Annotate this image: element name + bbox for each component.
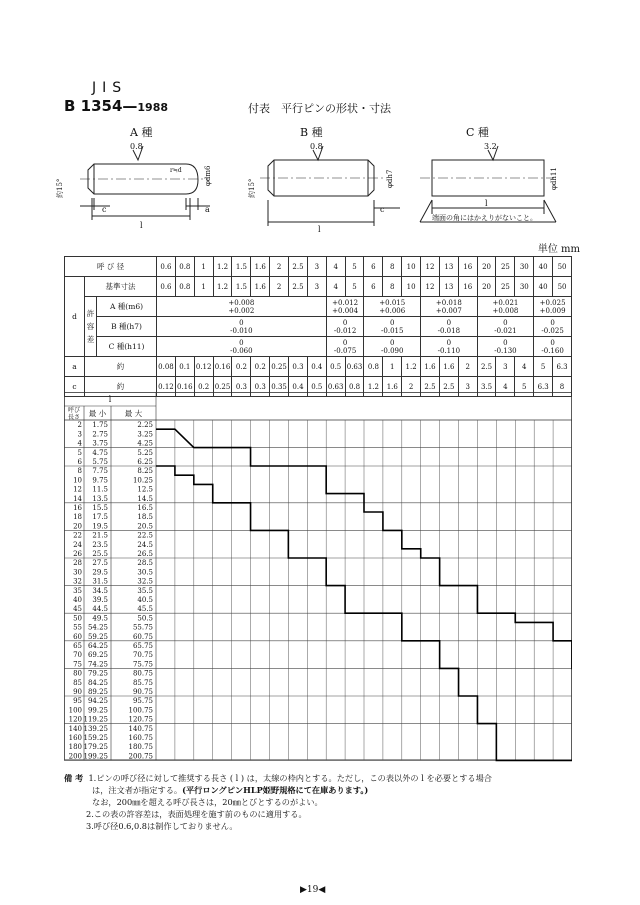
c-cell: 0.35 xyxy=(270,377,289,397)
length-nominal: 180 xyxy=(68,743,82,752)
nominal-cell: 1 xyxy=(194,257,213,277)
note-3: 3.呼び径0.6,0.8は制作しておりません。 xyxy=(86,821,238,831)
tol-cell: +0.012 +0.004 xyxy=(326,297,364,317)
length-max: 65.75 xyxy=(132,642,153,650)
length-max: 30.5 xyxy=(137,568,153,577)
note-1b-bold: (平行ロングピンHLP姫野規格にて在庫あります。) xyxy=(182,785,369,795)
base-cell: 16 xyxy=(458,277,477,297)
length-max: 5.25 xyxy=(137,448,153,457)
length-min: 49.5 xyxy=(92,614,108,623)
base-cell: 10 xyxy=(402,277,421,297)
note-1c: なお，200㎜を超える呼び長さは，20㎜とびとするのがよい。 xyxy=(92,797,323,807)
length-nominal: 3 xyxy=(77,430,82,439)
length-min: 11.5 xyxy=(92,485,108,494)
length-max: 85.75 xyxy=(132,678,153,687)
length-max: 90.75 xyxy=(132,688,153,696)
length-min: 199.25 xyxy=(83,752,108,761)
nominal-cell: 6 xyxy=(364,257,383,277)
tol-cell: 0 -0.060 xyxy=(157,337,327,357)
spec-row-tolB xyxy=(65,317,572,337)
length-nominal: 75 xyxy=(73,660,82,669)
length-nominal: 10 xyxy=(73,476,82,485)
a-chamfer-text: r≒d xyxy=(170,167,182,174)
length-nominal: 5 xyxy=(77,448,82,457)
length-min: 39.5 xyxy=(92,596,108,604)
length-min: 23.5 xyxy=(92,540,108,549)
a-cell: 6.3 xyxy=(553,357,572,377)
a-cell: 1 xyxy=(383,357,402,377)
length-max: 32.5 xyxy=(137,577,153,586)
length-nominal: 90 xyxy=(73,688,82,696)
a-cell: 0.1 xyxy=(175,357,194,377)
length-min: 74.25 xyxy=(87,660,108,669)
nominal-cell: 0.6 xyxy=(157,257,176,277)
length-min: 119.25 xyxy=(83,715,108,724)
nominal-cell: 4 xyxy=(326,257,345,277)
base-cell: 0.6 xyxy=(157,277,176,297)
a-label: a xyxy=(65,357,85,377)
base-cell: 1.2 xyxy=(213,277,232,297)
tol-char: 容 xyxy=(86,322,95,331)
page-number: ▶19◀ xyxy=(300,885,326,895)
length-max: 6.25 xyxy=(137,458,153,466)
length-nominal: 85 xyxy=(73,678,82,687)
length-nominal: 18 xyxy=(73,513,82,522)
length-min: 179.25 xyxy=(83,743,108,752)
c-cell: 0.3 xyxy=(232,377,251,397)
nominal-label: 呼 び 径 xyxy=(65,257,157,277)
length-min: 25.5 xyxy=(92,550,108,558)
jis-label: JIS xyxy=(92,80,128,96)
max-header: 最 大 xyxy=(124,409,143,418)
length-max: 8.25 xyxy=(137,467,153,476)
a-dim-l: l xyxy=(140,221,143,230)
length-nominal: 140 xyxy=(68,724,82,733)
notes xyxy=(64,772,492,832)
nominal-cell: 1.2 xyxy=(213,257,232,277)
a-cell: 0.12 xyxy=(194,357,213,377)
a-cell: 0.2 xyxy=(251,357,270,377)
a-cell: 1.6 xyxy=(439,357,458,377)
length-min: 13.5 xyxy=(92,494,108,503)
length-nominal: 30 xyxy=(73,568,82,577)
note-1a: 1.ピンの呼び径に対して推奨する長さ ( l ) は，太線の枠内とする。ただし，この表以外の l を必要とする場合 xyxy=(88,773,492,783)
tol-cell: 0 -0.075 xyxy=(326,337,364,357)
c-cell: 2 xyxy=(402,377,421,397)
c-cell: 0.8 xyxy=(345,377,364,397)
base-cell: 25 xyxy=(496,277,515,297)
std-number: B 1354 xyxy=(64,97,123,115)
length-min: 4.75 xyxy=(92,448,108,457)
tol-cell: 0 -0.160 xyxy=(534,337,572,357)
length-max: 70.75 xyxy=(132,651,153,660)
c-label: c xyxy=(65,377,85,397)
length-max: 140.75 xyxy=(128,724,153,733)
length-nominal: 32 xyxy=(73,577,82,586)
c-cell: 8 xyxy=(553,377,572,397)
length-min: 2.75 xyxy=(92,430,108,439)
spec-row-tolC xyxy=(65,337,572,357)
spec-row-a xyxy=(65,357,572,377)
c-cell: 0.63 xyxy=(326,377,345,397)
base-cell: 2.5 xyxy=(289,277,308,297)
nominal-cell: 12 xyxy=(421,257,440,277)
b-dim-l: l xyxy=(318,225,321,234)
length-max: 35.5 xyxy=(137,586,153,595)
nominal-cell: 1.5 xyxy=(232,257,251,277)
tol-cell: 0 -0.130 xyxy=(477,337,534,357)
length-min: 99.25 xyxy=(87,706,108,715)
length-min: 21.5 xyxy=(92,531,108,540)
tol-cell: +0.021 +0.008 xyxy=(477,297,534,317)
length-min: 69.25 xyxy=(87,651,108,660)
length-nominal: 160 xyxy=(68,734,82,742)
pin-drawings xyxy=(40,138,600,238)
c-cell: 2.5 xyxy=(439,377,458,397)
c-cell: 0.4 xyxy=(289,377,308,397)
nominal-cell: 25 xyxy=(496,257,515,277)
nominal-cell: 10 xyxy=(402,257,421,277)
tol-cell: +0.025 +0.009 xyxy=(534,297,572,317)
length-max: 14.5 xyxy=(137,494,153,503)
length-min: 34.5 xyxy=(92,586,108,595)
length-min: 9.75 xyxy=(92,476,108,485)
length-min: 27.5 xyxy=(92,559,108,568)
length-nominal: 16 xyxy=(73,504,82,512)
length-nominal: 4 xyxy=(77,439,82,448)
c-cell: 5 xyxy=(515,377,534,397)
tol-cell: 0 -0.015 xyxy=(364,317,421,337)
length-nominal: 95 xyxy=(73,697,82,706)
length-min: 3.75 xyxy=(92,439,108,448)
base-cell: 5 xyxy=(345,277,364,297)
length-max: 40.5 xyxy=(137,596,153,604)
length-max: 160.75 xyxy=(128,734,153,742)
base-cell: 2 xyxy=(270,277,289,297)
nominal-cell: 20 xyxy=(477,257,496,277)
notes-label: 備 考 xyxy=(64,773,84,783)
length-min: 54.25 xyxy=(87,623,108,632)
length-nominal: 12 xyxy=(73,485,82,494)
length-min: 64.25 xyxy=(87,642,108,650)
a-cell: 0.3 xyxy=(289,357,308,377)
length-nominal: 26 xyxy=(73,550,82,558)
length-max: 3.25 xyxy=(137,430,153,439)
length-min: 59.25 xyxy=(87,632,108,641)
c-cell: 0.12 xyxy=(157,377,176,397)
length-nominal: 22 xyxy=(73,531,82,540)
length-nominal: 35 xyxy=(73,586,82,595)
base-cell: 30 xyxy=(515,277,534,297)
tol-label xyxy=(85,297,97,357)
length-max: 4.25 xyxy=(137,439,153,448)
nominal-cell: 2 xyxy=(270,257,289,277)
length-nominal: 45 xyxy=(73,605,82,614)
length-max: 24.5 xyxy=(137,540,153,549)
c-dim-l: l xyxy=(485,199,488,208)
length-nominal: 40 xyxy=(73,596,82,604)
a-cell: 0.08 xyxy=(157,357,176,377)
c-cell: 3 xyxy=(458,377,477,397)
base-cell: 12 xyxy=(421,277,440,297)
l-header: l xyxy=(108,395,112,404)
nominal-cell: 3 xyxy=(307,257,326,277)
length-max: 80.75 xyxy=(132,669,153,678)
spec-row-base xyxy=(65,277,572,297)
base-label: 基準寸法 xyxy=(85,277,157,297)
length-min: 159.25 xyxy=(83,734,108,742)
length-max: 95.75 xyxy=(132,697,153,706)
approx-label: 約 xyxy=(85,377,157,397)
length-nominal: 200 xyxy=(68,752,82,761)
length-max: 28.5 xyxy=(137,559,153,568)
nominal-cell: 8 xyxy=(383,257,402,277)
length-nominal: 50 xyxy=(73,614,82,623)
a-angle-text: 約15° xyxy=(56,178,64,198)
c-tol-text: φdh11 xyxy=(550,167,558,190)
c-cell: 2.5 xyxy=(421,377,440,397)
b-rough-text: 0.8 xyxy=(310,142,323,151)
base-cell: 50 xyxy=(553,277,572,297)
nominal-cell: 13 xyxy=(439,257,458,277)
c-cell: 6.3 xyxy=(534,377,553,397)
note-2: 2.この表の許容差は，表面処理を施す前のものに適用する。 xyxy=(86,809,307,819)
base-cell: 20 xyxy=(477,277,496,297)
min-header: 最 小 xyxy=(88,409,107,418)
length-max: 20.5 xyxy=(137,522,153,531)
c-cell: 0.25 xyxy=(213,377,232,397)
standard-number: B 1354—1988 xyxy=(64,97,169,115)
length-min: 29.5 xyxy=(92,568,108,577)
tol-cell: +0.015 +0.006 xyxy=(364,297,421,317)
base-cell: 0.8 xyxy=(175,277,194,297)
b-angle-text: 約15° xyxy=(248,178,256,198)
length-max: 45.5 xyxy=(137,605,153,614)
tol-char: 許 xyxy=(86,309,95,318)
base-cell: 1.6 xyxy=(251,277,270,297)
b-dim-c: c xyxy=(380,205,385,214)
c-cell: 3.5 xyxy=(477,377,496,397)
base-cell: 13 xyxy=(439,277,458,297)
type-c-label: C 種 xyxy=(466,126,489,139)
spec-row-tolA xyxy=(65,297,572,317)
std-year: 1988 xyxy=(137,101,169,114)
nominal-header: 呼び xyxy=(67,407,81,414)
length-min: 15.5 xyxy=(92,504,108,512)
a-cell: 4 xyxy=(515,357,534,377)
a-dim-c: c xyxy=(102,205,107,214)
c-cell: 0.16 xyxy=(175,377,194,397)
c-cell: 1.2 xyxy=(364,377,383,397)
nominal-cell: 0.8 xyxy=(175,257,194,277)
a-cell: 0.5 xyxy=(326,357,345,377)
approx-label: 約 xyxy=(85,357,157,377)
length-max: 26.5 xyxy=(137,550,153,558)
length-max: 16.5 xyxy=(137,504,153,512)
a-cell: 5 xyxy=(534,357,553,377)
row-label-c: C 種(h11) xyxy=(97,337,157,357)
length-min: 44.5 xyxy=(92,605,108,614)
tol-cell: 0 -0.090 xyxy=(364,337,421,357)
length-nominal: 70 xyxy=(73,651,82,660)
type-b-label: B 種 xyxy=(300,126,323,139)
d-label: d xyxy=(65,277,85,357)
base-cell: 1 xyxy=(194,277,213,297)
a-cell: 1.6 xyxy=(421,357,440,377)
tol-cell: +0.008 +0.002 xyxy=(157,297,327,317)
spec-row-nominal xyxy=(65,257,572,277)
tol-cell: 0 -0.025 xyxy=(534,317,572,337)
tol-char: 差 xyxy=(86,335,95,344)
base-cell: 8 xyxy=(383,277,402,297)
length-max: 75.75 xyxy=(132,660,153,669)
page-title: 付表 平行ピンの形状・寸法 xyxy=(248,102,391,115)
a-cell: 0.25 xyxy=(270,357,289,377)
length-max: 60.75 xyxy=(132,632,153,641)
c-cell: 4 xyxy=(496,377,515,397)
length-nominal: 8 xyxy=(77,467,82,476)
a-rough-text: 0.8 xyxy=(130,142,143,151)
length-min: 1.75 xyxy=(92,421,108,430)
length-nominal: 14 xyxy=(73,494,82,503)
base-cell: 40 xyxy=(534,277,553,297)
length-min: 84.25 xyxy=(87,678,108,687)
nominal-cell: 16 xyxy=(458,257,477,277)
c-cell: 1.6 xyxy=(383,377,402,397)
length-nominal: 80 xyxy=(73,669,82,678)
nominal-cell: 5 xyxy=(345,257,364,277)
tol-cell: 0 -0.021 xyxy=(477,317,534,337)
a-cell: 3 xyxy=(496,357,515,377)
length-min: 17.5 xyxy=(92,513,108,522)
length-min: 79.25 xyxy=(87,669,108,678)
base-cell: 3 xyxy=(307,277,326,297)
tol-cell: 0 -0.110 xyxy=(421,337,478,357)
length-grid xyxy=(64,392,572,766)
a-cell: 0.63 xyxy=(345,357,364,377)
c-note-text: 端面の角にはかえりがないこと。 xyxy=(432,214,537,222)
note-1b: は，注文者が指定する。 xyxy=(92,785,183,795)
a-cell: 1.2 xyxy=(402,357,421,377)
length-nominal: 20 xyxy=(73,522,82,531)
c-cell: 0.5 xyxy=(307,377,326,397)
c-rough-text: 3.2 xyxy=(484,142,497,151)
nominal-cell: 1.6 xyxy=(251,257,270,277)
a-cell: 2 xyxy=(458,357,477,377)
length-nominal: 6 xyxy=(77,458,82,466)
a-cell: 0.2 xyxy=(232,357,251,377)
a-cell: 0.4 xyxy=(307,357,326,377)
base-cell: 6 xyxy=(364,277,383,297)
length-min: 139.25 xyxy=(83,724,108,733)
c-cell: 0.3 xyxy=(251,377,270,397)
length-nominal: 55 xyxy=(73,623,82,632)
length-max: 10.25 xyxy=(132,476,153,485)
length-min: 19.5 xyxy=(92,522,108,531)
length-max: 120.75 xyxy=(128,715,153,724)
length-max: 22.5 xyxy=(137,531,153,540)
a-dim-a: a xyxy=(205,205,210,214)
a-cell: 0.16 xyxy=(213,357,232,377)
a-tol-text: φdm6 xyxy=(204,165,212,186)
nominal-header: 長さ xyxy=(67,414,81,421)
tol-cell: 0 -0.018 xyxy=(421,317,478,337)
tol-cell: 0 -0.012 xyxy=(326,317,364,337)
length-nominal: 65 xyxy=(73,642,82,650)
length-max: 55.75 xyxy=(132,623,153,632)
type-a-label: A 種 xyxy=(130,126,153,139)
a-cell: 0.8 xyxy=(364,357,383,377)
length-min: 89.25 xyxy=(87,688,108,696)
length-min: 31.5 xyxy=(92,577,108,586)
row-label-b: B 種(h7) xyxy=(97,317,157,337)
length-max: 50.5 xyxy=(137,614,153,623)
length-nominal: 60 xyxy=(73,632,82,641)
length-max: 12.5 xyxy=(137,485,153,494)
tol-cell: 0 -0.010 xyxy=(157,317,327,337)
base-cell: 4 xyxy=(326,277,345,297)
row-label-a: A 種(m6) xyxy=(97,297,157,317)
length-max: 18.5 xyxy=(137,513,153,522)
nominal-cell: 50 xyxy=(553,257,572,277)
length-max: 2.25 xyxy=(137,421,153,430)
a-cell: 2.5 xyxy=(477,357,496,377)
nominal-cell: 2.5 xyxy=(289,257,308,277)
length-nominal: 28 xyxy=(73,559,82,568)
length-nominal: 2 xyxy=(77,421,82,430)
spec-table xyxy=(64,256,572,397)
length-nominal: 120 xyxy=(68,715,82,724)
length-max: 100.75 xyxy=(128,706,153,715)
length-nominal: 24 xyxy=(73,540,82,549)
c-cell: 0.2 xyxy=(194,377,213,397)
length-min: 7.75 xyxy=(92,467,108,476)
length-min: 5.75 xyxy=(92,458,108,466)
nominal-cell: 40 xyxy=(534,257,553,277)
tol-cell: +0.018 +0.007 xyxy=(421,297,478,317)
b-tol-text: φdh7 xyxy=(386,169,394,188)
unit-label: 単位 mm xyxy=(537,244,580,255)
length-max: 200.75 xyxy=(128,752,153,761)
nominal-cell: 30 xyxy=(515,257,534,277)
length-max: 180.75 xyxy=(128,743,153,752)
base-cell: 1.5 xyxy=(232,277,251,297)
length-min: 94.25 xyxy=(87,697,108,706)
length-nominal: 100 xyxy=(68,706,82,715)
